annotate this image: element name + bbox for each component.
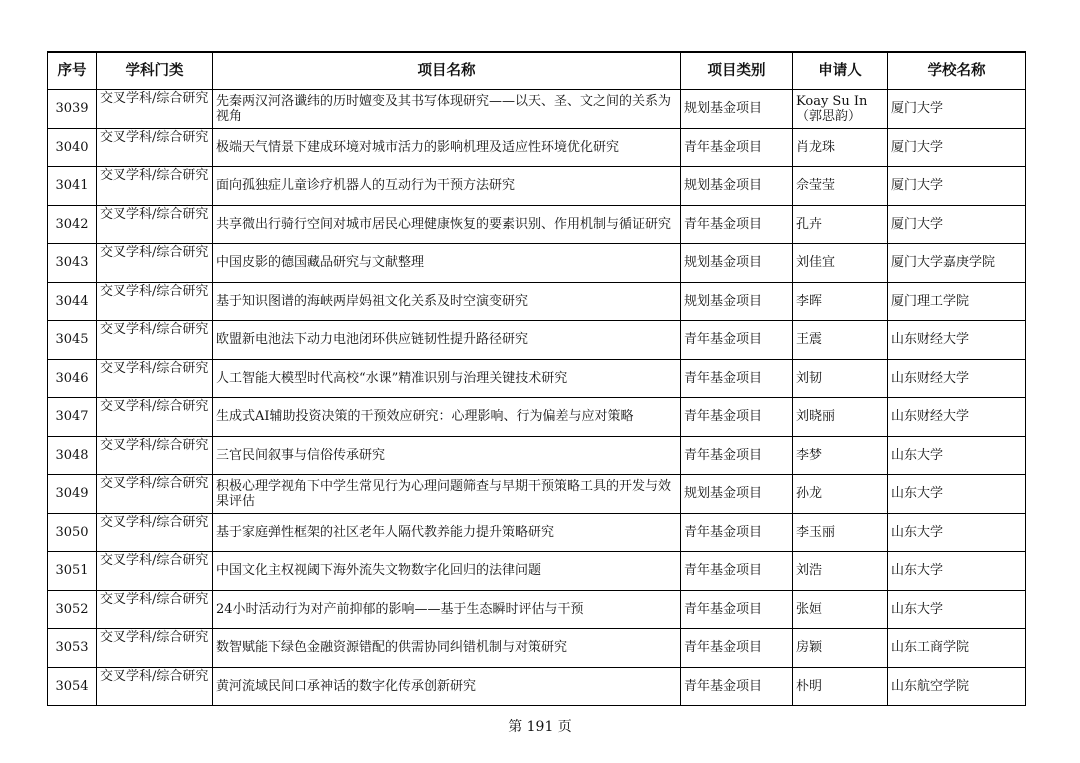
- cell-category: 青年基金项目: [681, 590, 793, 629]
- cell-subject: 交叉学科/综合研究: [97, 398, 213, 437]
- cell-seq: 3051: [48, 552, 97, 591]
- cell-school: 山东财经大学: [888, 321, 1026, 360]
- cell-subject: 交叉学科/综合研究: [97, 629, 213, 668]
- cell-seq: 3044: [48, 282, 97, 321]
- table-row: [48, 282, 1026, 321]
- cell-subject: 交叉学科/综合研究: [97, 475, 213, 514]
- cell-seq: 3046: [48, 359, 97, 398]
- cell-category: 青年基金项目: [681, 552, 793, 591]
- header-category: 项目类别: [681, 52, 793, 90]
- cell-school: 山东大学: [888, 475, 1026, 514]
- cell-school: 厦门大学: [888, 205, 1026, 244]
- cell-project: 欧盟新电池法下动力电池闭环供应链韧性提升路径研究: [213, 321, 681, 360]
- cell-seq: 3040: [48, 128, 97, 167]
- cell-school: 山东大学: [888, 590, 1026, 629]
- cell-seq: 3041: [48, 167, 97, 206]
- cell-applicant: 李玉丽: [793, 513, 888, 552]
- cell-subject: 交叉学科/综合研究: [97, 205, 213, 244]
- cell-category: 青年基金项目: [681, 128, 793, 167]
- cell-category: 规划基金项目: [681, 167, 793, 206]
- cell-project: 黄河流域民间口承神话的数字化传承创新研究: [213, 667, 681, 706]
- table-row: [48, 244, 1026, 283]
- cell-applicant: 孔卉: [793, 205, 888, 244]
- cell-school: 厦门大学: [888, 167, 1026, 206]
- page-number: 第 191 页: [508, 719, 572, 735]
- cell-category: 青年基金项目: [681, 513, 793, 552]
- cell-seq: 3054: [48, 667, 97, 706]
- cell-project: 人工智能大模型时代高校“水课”精准识别与治理关键技术研究: [213, 359, 681, 398]
- cell-category: 规划基金项目: [681, 282, 793, 321]
- header-applicant: 申请人: [793, 52, 888, 90]
- table-row: [48, 359, 1026, 398]
- cell-project: 基于家庭弹性框架的社区老年人隔代教养能力提升策略研究: [213, 513, 681, 552]
- table-row: [48, 552, 1026, 591]
- cell-school: 厦门大学: [888, 90, 1026, 129]
- cell-school: 山东大学: [888, 513, 1026, 552]
- table-row: [48, 513, 1026, 552]
- cell-school: 山东大学: [888, 436, 1026, 475]
- cell-applicant: 李晖: [793, 282, 888, 321]
- cell-subject: 交叉学科/综合研究: [97, 667, 213, 706]
- cell-subject: 交叉学科/综合研究: [97, 359, 213, 398]
- cell-category: 青年基金项目: [681, 205, 793, 244]
- cell-seq: 3048: [48, 436, 97, 475]
- table-row: [48, 321, 1026, 360]
- projects-table: [47, 51, 1026, 706]
- cell-subject: 交叉学科/综合研究: [97, 167, 213, 206]
- cell-school: 厦门理工学院: [888, 282, 1026, 321]
- cell-subject: 交叉学科/综合研究: [97, 590, 213, 629]
- cell-project: 中国文化主权视阈下海外流失文物数字化回归的法律问题: [213, 552, 681, 591]
- table-row: [48, 128, 1026, 167]
- cell-applicant: 王震: [793, 321, 888, 360]
- cell-category: 青年基金项目: [681, 629, 793, 668]
- header-seq: 序号: [48, 52, 97, 90]
- cell-project: 生成式AI辅助投资决策的干预效应研究：心理影响、行为偏差与应对策略: [213, 398, 681, 437]
- cell-applicant: 刘浩: [793, 552, 888, 591]
- cell-project: 三官民间叙事与信俗传承研究: [213, 436, 681, 475]
- table-row: [48, 90, 1026, 129]
- cell-school: 山东航空学院: [888, 667, 1026, 706]
- table-header-row: [48, 52, 1026, 90]
- header-subject: 学科门类: [97, 52, 213, 90]
- cell-school: 山东财经大学: [888, 359, 1026, 398]
- cell-subject: 交叉学科/综合研究: [97, 128, 213, 167]
- cell-project: 数智赋能下绿色金融资源错配的供需协同纠错机制与对策研究: [213, 629, 681, 668]
- cell-project: 24小时活动行为对产前抑郁的影响——基于生态瞬时评估与干预: [213, 590, 681, 629]
- cell-applicant: Koay Su In（郭思韵）: [793, 90, 888, 129]
- cell-applicant: 李梦: [793, 436, 888, 475]
- cell-seq: 3039: [48, 90, 97, 129]
- cell-subject: 交叉学科/综合研究: [97, 90, 213, 129]
- cell-seq: 3053: [48, 629, 97, 668]
- header-project: 项目名称: [213, 52, 681, 90]
- cell-school: 山东财经大学: [888, 398, 1026, 437]
- cell-project: 极端天气情景下建成环境对城市活力的影响机理及适应性环境优化研究: [213, 128, 681, 167]
- cell-applicant: 肖龙珠: [793, 128, 888, 167]
- table-row: [48, 475, 1026, 514]
- cell-subject: 交叉学科/综合研究: [97, 436, 213, 475]
- cell-category: 规划基金项目: [681, 90, 793, 129]
- cell-school: 山东工商学院: [888, 629, 1026, 668]
- cell-applicant: 房颖: [793, 629, 888, 668]
- cell-category: 青年基金项目: [681, 667, 793, 706]
- cell-seq: 3052: [48, 590, 97, 629]
- cell-school: 厦门大学嘉庚学院: [888, 244, 1026, 283]
- table-body: [48, 90, 1026, 706]
- cell-seq: 3050: [48, 513, 97, 552]
- cell-applicant: 刘佳宜: [793, 244, 888, 283]
- cell-applicant: 朴明: [793, 667, 888, 706]
- cell-category: 规划基金项目: [681, 475, 793, 514]
- cell-applicant: 孙龙: [793, 475, 888, 514]
- cell-category: 青年基金项目: [681, 398, 793, 437]
- table-row: [48, 167, 1026, 206]
- cell-subject: 交叉学科/综合研究: [97, 244, 213, 283]
- cell-school: 山东大学: [888, 552, 1026, 591]
- cell-subject: 交叉学科/综合研究: [97, 552, 213, 591]
- cell-project: 面向孤独症儿童诊疗机器人的互动行为干预方法研究: [213, 167, 681, 206]
- table-row: [48, 205, 1026, 244]
- cell-project: 积极心理学视角下中学生常见行为心理问题筛查与早期干预策略工具的开发与效果评估: [213, 475, 681, 514]
- cell-subject: 交叉学科/综合研究: [97, 282, 213, 321]
- cell-project: 共享微出行骑行空间对城市居民心理健康恢复的要素识别、作用机制与循证研究: [213, 205, 681, 244]
- cell-applicant: 张姮: [793, 590, 888, 629]
- cell-seq: 3043: [48, 244, 97, 283]
- table-row: [48, 667, 1026, 706]
- cell-seq: 3042: [48, 205, 97, 244]
- table-row: [48, 398, 1026, 437]
- cell-school: 厦门大学: [888, 128, 1026, 167]
- cell-applicant: 佘莹莹: [793, 167, 888, 206]
- table-row: [48, 436, 1026, 475]
- cell-subject: 交叉学科/综合研究: [97, 513, 213, 552]
- cell-seq: 3045: [48, 321, 97, 360]
- cell-subject: 交叉学科/综合研究: [97, 321, 213, 360]
- cell-seq: 3049: [48, 475, 97, 514]
- cell-seq: 3047: [48, 398, 97, 437]
- cell-applicant: 刘韧: [793, 359, 888, 398]
- cell-applicant: 刘晓丽: [793, 398, 888, 437]
- cell-category: 青年基金项目: [681, 359, 793, 398]
- table-row: [48, 590, 1026, 629]
- cell-category: 青年基金项目: [681, 321, 793, 360]
- cell-project: 先秦两汉河洛谶纬的历时嬗变及其书写体现研究——以天、圣、文之间的关系为视角: [213, 90, 681, 129]
- table-row: [48, 629, 1026, 668]
- cell-category: 青年基金项目: [681, 436, 793, 475]
- cell-category: 规划基金项目: [681, 244, 793, 283]
- cell-project: 基于知识图谱的海峡两岸妈祖文化关系及时空演变研究: [213, 282, 681, 321]
- cell-project: 中国皮影的德国藏品研究与文献整理: [213, 244, 681, 283]
- header-school: 学校名称: [888, 52, 1026, 90]
